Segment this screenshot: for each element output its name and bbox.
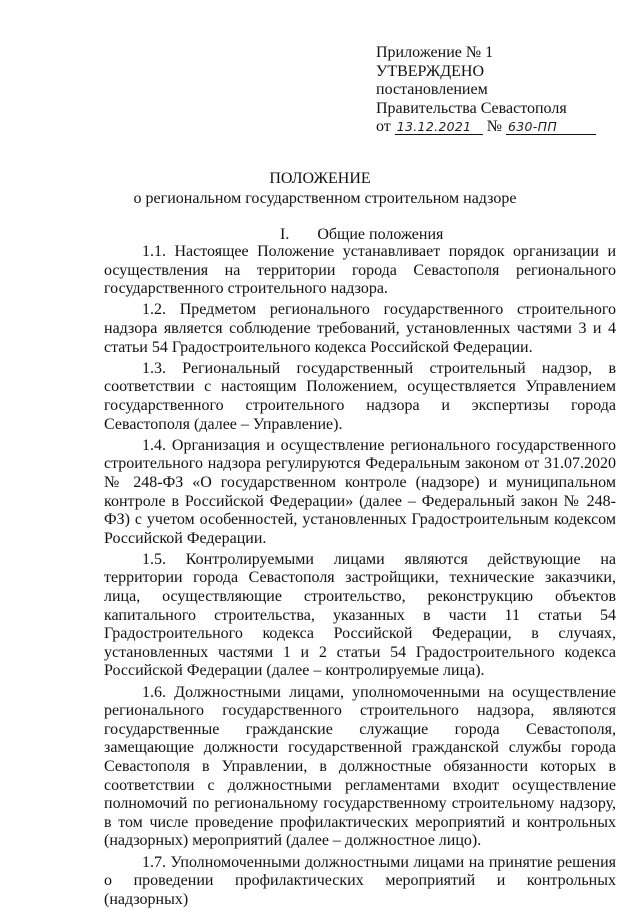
handwritten-number: 630-ПП bbox=[506, 119, 596, 135]
date-number-line bbox=[376, 118, 626, 137]
paragraph-1-7: 1.7. Уполномоченными должностными лицами на принятие решения о проведении профилактических мероприятий и контрольных (надзорных) bbox=[104, 853, 616, 908]
document-subtitle: о региональном государственном строительном надзоре bbox=[133, 190, 517, 207]
from-label: от bbox=[376, 118, 391, 136]
section-heading bbox=[280, 226, 443, 244]
section-name: Общие положения bbox=[317, 226, 444, 243]
paragraph-1-2: 1.2. Предметом регионального государственного строительного надзора является соблюдение требований, установленных частями 3 и 4 статьи 54 Градостроительного кодекса Российской Федерации. bbox=[104, 301, 616, 356]
paragraph-1-4: 1.4. Организация и осуществление регионального государственного строительного надзора регулируются Федеральным законом от 31.07.2020 № 248-ФЗ «О государственном контроле (надзоре) и муниципальном контроле в Российской Федерации» (далее – Федеральный закон № 248-ФЗ) с учетом особенностей, установленных Градостроительным кодексом Российской Федерации. bbox=[104, 436, 616, 547]
paragraph-1-5: 1.5. Контролируемыми лицами являются действующие на территории города Севастополя застройщики, технические заказчики, лица, осуществляющие строительство, реконструкцию объектов капитального строительства, указанных в части 11 статьи 54 Градостроительного кодекса Российской Федерации, в случаях, установленных частями 1 и 2 статьи 54 Градостроительного кодекса Российской Федерации (далее – контролируемые лица). bbox=[104, 550, 616, 680]
paragraph-1-1: 1.1. Настоящее Положение устанавливает порядок организации и осуществления на территории города Севастополя регионального государственного строительного надзора. bbox=[104, 243, 616, 298]
authority-name: Правительства Севастополя bbox=[376, 99, 567, 117]
section-numeral: I. bbox=[280, 226, 290, 243]
appendix-number: Приложение № 1 bbox=[376, 44, 494, 61]
number-label: № bbox=[486, 118, 503, 136]
paragraph-1-6: 1.6. Должностными лицами, уполномоченными на осуществление регионального государственного строительного надзора, являются государственные гражданские служащие города Севастополя, замещающие должности государственной гражданской службы города Севастополя в Управлении, в должностные обязанности которых в соответствии с должностными регламентами входит осуществление полномочий по региональному государственному строительному надзору, в том числе проведение профилактических мероприятий и контрольных (надзорных) мероприятий (далее – должностное лицо). bbox=[104, 683, 616, 850]
approved-label: УТВЕРЖДЕНО bbox=[376, 62, 485, 80]
approval-stamp bbox=[376, 44, 626, 137]
document-body bbox=[104, 243, 616, 912]
decree-label: постановлением bbox=[376, 81, 488, 99]
document-title: ПОЛОЖЕНИЕ bbox=[269, 170, 371, 187]
handwritten-date: 13.12.2021 bbox=[395, 119, 483, 135]
paragraph-1-3: 1.3. Региональный государственный строительный надзор, в соответствии с настоящим Положением, осуществляется Управлением государственного строительного надзора и экспертизы города Севастополя (далее – Управление). bbox=[104, 359, 616, 433]
